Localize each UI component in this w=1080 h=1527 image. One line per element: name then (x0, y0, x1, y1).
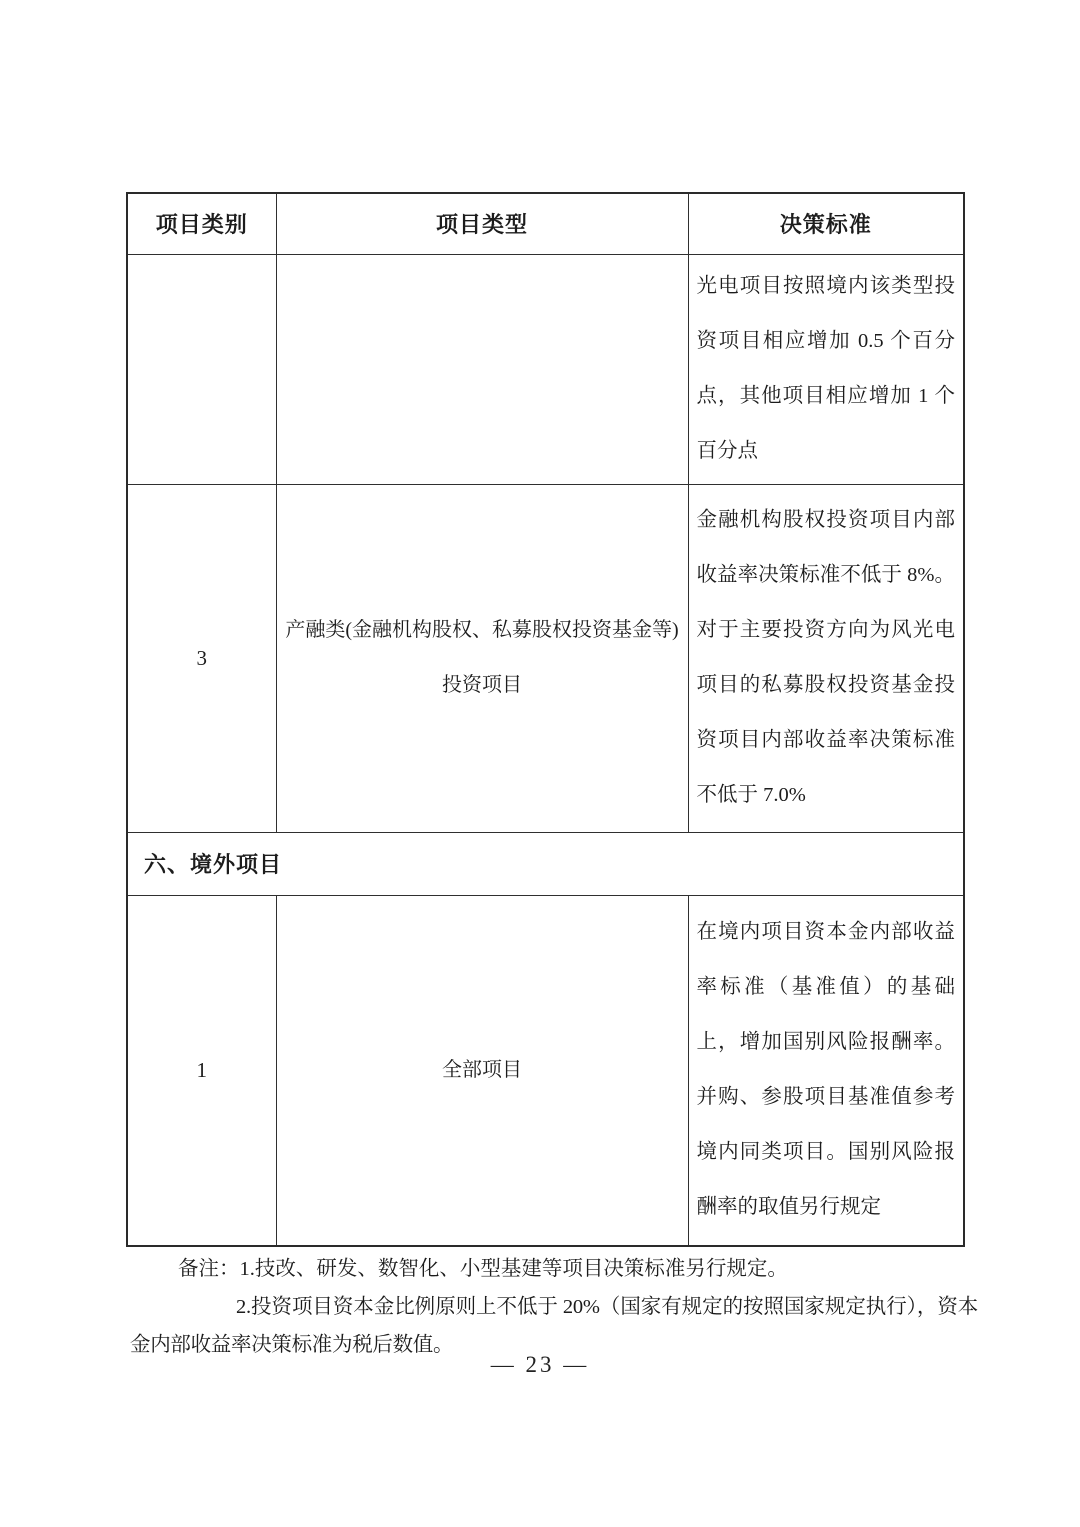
section-header-overseas-projects: 六、境外项目 (127, 832, 964, 895)
table-header-row (127, 193, 964, 254)
column-header-project-category: 项目类别 (127, 193, 276, 254)
note-line-1 (130, 1250, 978, 1288)
column-header-project-type: 项目类型 (276, 193, 688, 254)
table-row-overseas-all (127, 895, 964, 1246)
table-section-row (127, 832, 964, 895)
cell-type: 全部项目 (276, 895, 688, 1246)
note-item-1: 1.技改、研发、数智化、小型基建等项目决策标准另行规定。 (239, 1258, 788, 1280)
cell-standard: 在境内项目资本金内部收益率标准（基准值）的基础上，增加国别风险报酬率。并购、参股项目基准值参考境内同类项目。国别风险报酬率的取值另行规定 (688, 895, 964, 1246)
cell-type: 产融类(金融机构股权、私募股权投资基金等)投资项目 (276, 484, 688, 832)
footnotes-block (130, 1250, 978, 1364)
decision-standards-table (126, 192, 965, 1247)
notes-label: 备注： (178, 1258, 240, 1280)
page-number: — 23 — (490, 1352, 590, 1377)
cell-category (127, 254, 276, 484)
cell-type (276, 254, 688, 484)
table-row-continuation (127, 254, 964, 484)
cell-category: 1 (127, 895, 276, 1246)
note-item-2: 2.投资项目资本金比例原则上不低于 20%（国家有规定的按照国家规定执行），资本金内部收益率决策标准为税后数值。 (130, 1296, 978, 1356)
table-row-chanrong (127, 484, 964, 832)
cell-standard: 金融机构股权投资项目内部收益率决策标准不低于 8%。对于主要投资方向为风光电项目的私募股权投资基金投资项目内部收益率决策标准不低于 7.0% (688, 484, 964, 832)
cell-category: 3 (127, 484, 276, 832)
cell-standard: 光电项目按照境内该类型投资项目相应增加 0.5 个百分点，其他项目相应增加 1 个百分点 (688, 254, 964, 484)
column-header-decision-standard: 决策标准 (688, 193, 964, 254)
